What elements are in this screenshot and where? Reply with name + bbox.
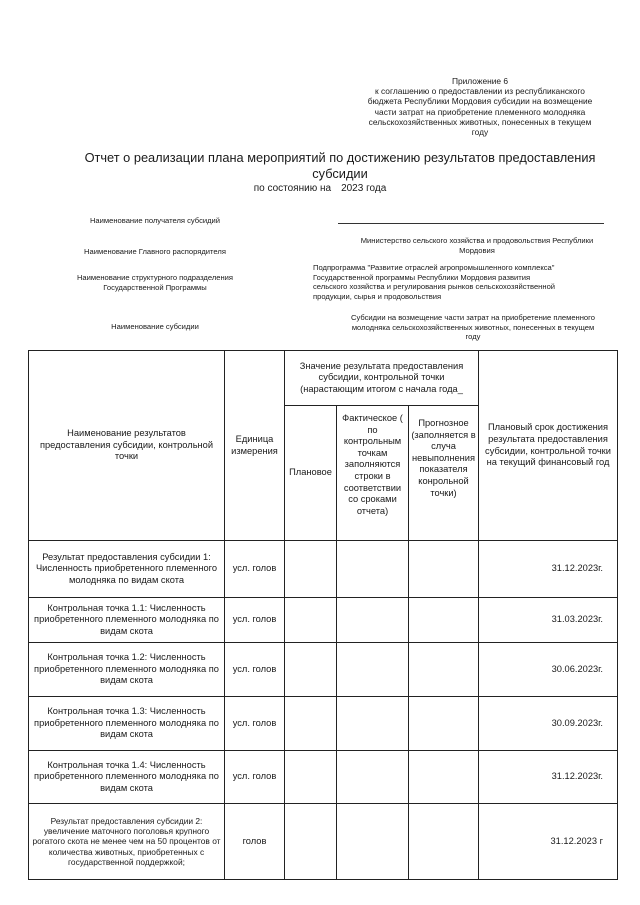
row-name: Результат предоставления субсидии 2: увеличение маточного поголовья крупного рогатого скота не менее чем на 50 процентов от количества животных, приобретенных с государственной поддержкой;	[29, 804, 225, 880]
row-planned	[285, 697, 337, 751]
program-value	[313, 263, 633, 301]
row-name: Контрольная точка 1.1: Численность приобретенного племенного молодняка по видам скота	[29, 598, 225, 643]
row-actual	[337, 804, 409, 880]
report-title-line: Отчет о реализации плана мероприятий по достижению результатов предоставления	[84, 150, 596, 165]
recipient-underline	[338, 223, 604, 224]
as-of-date	[0, 183, 640, 194]
row-actual	[337, 598, 409, 643]
row-planned	[285, 643, 337, 697]
row-deadline: 31.12.2023г.	[479, 541, 618, 598]
report-title-line: субсидии	[312, 166, 368, 181]
program-value-line: продукции, сырья и продовольствия	[313, 291, 442, 301]
row-forecast	[409, 804, 479, 880]
appendix-line: части затрат на приобретение племенного молодняка	[374, 106, 586, 117]
row-forecast	[409, 598, 479, 643]
row-name: Контрольная точка 1.2: Численность приобретенного племенного молодняка по видам скота	[29, 643, 225, 697]
header-value-group: Значение результата предоставления субсидии, контрольной точки (нарастающим итогом с начала года_	[285, 351, 479, 406]
program-label	[30, 273, 280, 292]
appendix-line: Приложение 6	[451, 76, 509, 86]
row-deadline: 30.06.2023г.	[479, 643, 618, 697]
row-name: Контрольная точка 1.3: Численность приобретенного племенного молодняка по видам скота	[29, 697, 225, 751]
report-title	[40, 150, 640, 182]
subsidy-value-line: Субсидии на возмещение части затрат на приобретение племенного	[351, 313, 595, 322]
row-deadline: 30.09.2023г.	[479, 697, 618, 751]
row-forecast	[409, 697, 479, 751]
row-planned	[285, 541, 337, 598]
row-deadline: 31.12.2023г.	[479, 751, 618, 804]
row-name: Контрольная точка 1.4: Численность приобретенного племенного молодняка по видам скота	[29, 751, 225, 804]
appendix-note	[330, 76, 630, 137]
table-row	[29, 643, 618, 697]
manager-label: Наименование Главного распорядителя	[84, 247, 226, 256]
appendix-line: к соглашению о предоставлении из республиканского	[375, 86, 585, 97]
appendix-line: сельскохозяйственных животных, понесенных в текущем	[368, 116, 592, 127]
program-value-line: сельского хозяйства и регулирования рынков сельскохозяйственной	[313, 282, 556, 291]
as-of-year: 2023 года	[341, 183, 387, 194]
header-planned: Плановое	[285, 406, 337, 541]
row-actual	[337, 541, 409, 598]
header-deadline: Плановый срок достижения результата предоставления субсидии, контрольной точки на текущий финансовый год	[479, 351, 618, 541]
row-unit: усл. голов	[225, 751, 285, 804]
table-row	[29, 804, 618, 880]
table-row	[29, 697, 618, 751]
header-actual: Фактическое ( по контрольным точкам заполняются строки в соответствии со сроками отчета)	[337, 406, 409, 541]
row-deadline: 31.03.2023г.	[479, 598, 618, 643]
row-planned	[285, 751, 337, 804]
subsidy-value-line: году	[465, 332, 481, 341]
row-forecast	[409, 541, 479, 598]
manager-value-line: Министерство сельского хозяйства и продовольствия Республики	[360, 236, 594, 245]
manager-value	[322, 236, 632, 255]
appendix-line: году	[471, 127, 489, 138]
subsidy-value-line: молодняка сельскохозяйственных животных, понесенных в текущем	[351, 322, 595, 332]
manager-value-line: Мордовия	[459, 245, 495, 255]
recipient-label: Наименование получателя субсидий	[89, 216, 221, 225]
row-planned	[285, 804, 337, 880]
subsidy-label: Наименование субсидии	[111, 322, 199, 331]
row-planned	[285, 598, 337, 643]
program-value-line: Подпрограмма "Развитие отраслей агропромышленного комплекса"	[313, 263, 555, 272]
appendix-line: бюджета Республики Мордовия субсидии на возмещение	[367, 96, 593, 107]
table-row	[29, 598, 618, 643]
row-unit: усл. голов	[225, 541, 285, 598]
header-forecast: Прогнозное (заполняется в случа невыполнения показателя конрольной точки)	[409, 406, 479, 541]
row-unit: голов	[225, 804, 285, 880]
row-forecast	[409, 751, 479, 804]
row-actual	[337, 697, 409, 751]
row-deadline: 31.12.2023 г	[479, 804, 618, 880]
row-name: Результат предоставления субсидии 1: Численность приобретенного племенного молодняка по видам скота	[29, 541, 225, 598]
subsidy-value	[313, 313, 633, 342]
row-actual	[337, 751, 409, 804]
table-row	[29, 541, 618, 598]
header-unit: Единица измерения	[225, 351, 285, 541]
program-label-line: Государственной Программы	[103, 282, 207, 292]
report-table	[28, 350, 618, 880]
row-forecast	[409, 643, 479, 697]
program-label-line: Наименование структурного подразделения	[76, 273, 234, 282]
row-unit: усл. голов	[225, 643, 285, 697]
table-row	[29, 751, 618, 804]
row-unit: усл. голов	[225, 697, 285, 751]
as-of-prefix: по состоянию на	[253, 183, 332, 194]
table-header-row	[29, 351, 618, 406]
header-name: Наименование результатов предоставления субсидии, контрольной точки	[29, 351, 225, 541]
row-unit: усл. голов	[225, 598, 285, 643]
row-actual	[337, 643, 409, 697]
program-value-line: Государственной программы Республики Мордовия развития	[313, 272, 531, 282]
